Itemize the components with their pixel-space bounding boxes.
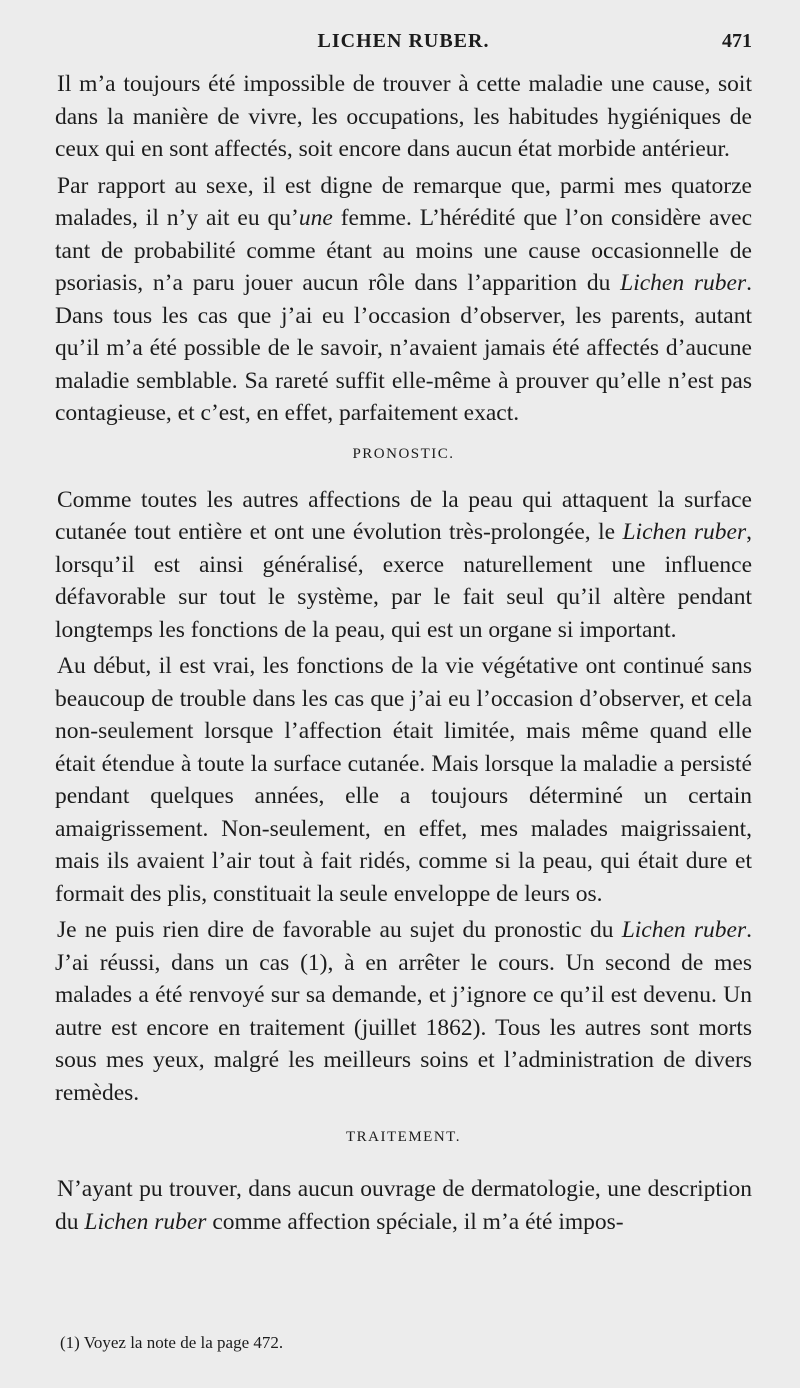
section-heading-traitement: TRAITEMENT. <box>346 1129 461 1145</box>
running-title: LICHEN RUBER. <box>317 30 490 52</box>
page-header <box>55 30 752 60</box>
paragraph-debut: Au début, il est vrai, les fonctions de la vie végétative ont continué sans beaucoup de trouble dans les cas que j’ai eu l’occasion d’observer, et cela non-seulement lorsque l’affection était limitée, mais même quand elle était étendue à toute la surface cutanée. Mais lorsque la maladie a persisté pendant quelques années, elle a toujours déterminé un certain amaigrissement. Non-seulement, en effet, mes malades maigrissaient, mais ils avaient l’air tout à fait ridés, comme si la peau, qui était dure et formait des plis, constituait la seule enveloppe de leurs os. <box>55 653 752 907</box>
paragraph-causes: Il m’a toujours été impossible de trouver à cette maladie une cause, soit dans la manière de vivre, les occupations, les habitudes hygiéniques de ceux qui en sont affectés, soit encore dans aucun état morbide antérieur. <box>55 71 752 162</box>
paragraph-pronostic-influence: Comme toutes les autres affections de la peau qui attaquent la surface cutanée tout entière et ont une évolution très-prolongée, le Lichen ruber, lorsqu’il est ainsi généralisé, exerce naturellement une influence défavorable sur tout le système, par le fait seul qu’il altère pendant longtemps les fonctions de la peau, qui est un organe si important. <box>55 486 752 643</box>
section-heading-pronostic: PRONOSTIC. <box>352 445 455 462</box>
page-number: 471 <box>722 30 752 52</box>
paragraph-pronostic-defavorable: Je ne puis rien dire de favorable au sujet du pronostic du Lichen ruber. J’ai réussi, dans un cas (1), à en arrêter le cours. Un second de mes malades a été renvoyé sur sa demande, et j’ignore ce qu’il est devenu. Un autre est encore en traitement (juillet 1862). Tous les autres sont morts sous mes yeux, malgré les meilleurs soins et l’administration de divers remèdes. <box>55 917 752 1106</box>
main-text <box>55 68 752 1238</box>
paragraph-traitement: N’ayant pu trouver, dans aucun ouvrage de dermatologie, une description du Lichen ruber comme affection spéciale, il m’a été impos- <box>55 1176 752 1235</box>
footnote: (1) Voyez la note de la page 472. <box>60 1333 284 1352</box>
paragraph-sexe-heredite: Par rapport au sexe, il est digne de remarque que, parmi mes quatorze malades, il n’y ait eu qu’une femme. L’hérédité que l’on considère avec tant de probabilité comme étant au moins une cause occasionnelle de psoriasis, n’a paru jouer aucun rôle dans l’apparition du Lichen ruber. Dans tous les cas que j’ai eu l’occasion d’observer, les parents, autant qu’il m’a été possible de le savoir, n’avaient jamais été affectés d’aucune maladie semblable. Sa rareté suffit elle-même à prouver qu’elle n’est pas contagieuse, et c’est, en effet, parfaitement exact. <box>55 172 753 426</box>
